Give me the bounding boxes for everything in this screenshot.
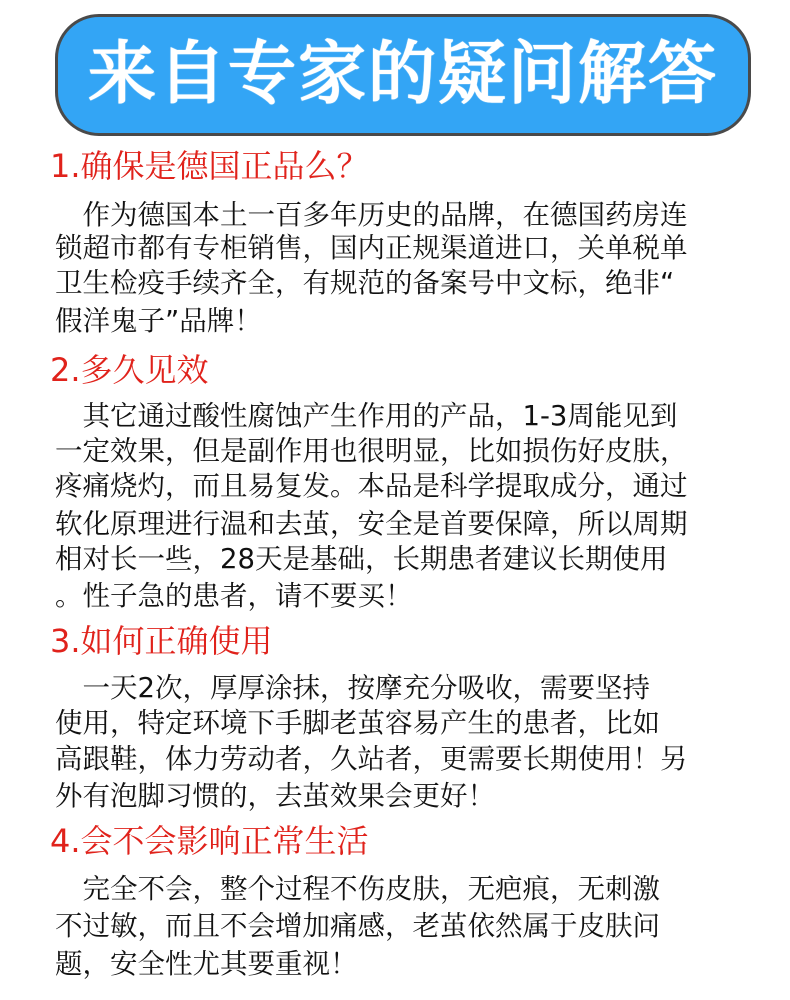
answer-2-line-5: 相对长一些，28天是基础，长期患者建议长期使用 xyxy=(55,543,668,575)
answer-2-line-4: 软化原理进行温和去茧，安全是首要保障，所以周期 xyxy=(55,508,688,540)
title-banner xyxy=(55,14,751,136)
answer-1-line-4: 假洋鬼子”品牌！ xyxy=(55,305,262,337)
answer-2-line-2: 一定效果，但是副作用也很明显，比如损伤好皮肤， xyxy=(55,435,688,467)
answer-2-line-3: 疼痛烧灼，而且易复发。本品是科学提取成分，通过 xyxy=(55,470,688,502)
answer-4-line-1: 完全不会，整个过程不伤皮肤，无疤痕，无刺激 xyxy=(55,873,660,905)
answer-1-line-3: 卫生检疫手续齐全，有规范的备案号中文标，绝非“ xyxy=(55,267,675,299)
question-2-title: 2.多久见效 xyxy=(50,351,209,389)
page-title: 来自专家的疑问解答 xyxy=(87,35,718,114)
question-3-title: 3.如何正确使用 xyxy=(50,622,273,660)
answer-2-line-6: 。性子急的患者，请不要买！ xyxy=(55,580,413,612)
question-4-title: 4.会不会影响正常生活 xyxy=(50,822,369,860)
answer-4-line-3: 题，安全性尤其要重视！ xyxy=(55,948,358,980)
answer-1-line-1: 作为德国本土一百多年历史的品牌，在德国药房连 xyxy=(55,199,688,231)
answer-1-line-2: 锁超市都有专柜销售，国内正规渠道进口，关单税单 xyxy=(55,232,688,264)
answer-4-line-2: 不过敏，而且不会增加痛感，老茧依然属于皮肤问 xyxy=(55,910,660,942)
answer-3-line-2: 使用，特定环境下手脚老茧容易产生的患者，比如 xyxy=(55,707,660,739)
answer-3-line-3: 高跟鞋，体力劳动者，久站者，更需要长期使用！另 xyxy=(55,743,688,775)
answer-2-line-1: 其它通过酸性腐蚀产生作用的产品，1-3周能见到 xyxy=(55,400,678,432)
question-1-title: 1.确保是德国正品么？ xyxy=(50,147,369,185)
answer-3-line-4: 外有泡脚习惯的，去茧效果会更好！ xyxy=(55,780,495,812)
answer-3-line-1: 一天2次，厚厚涂抹，按摩充分吸收，需要坚持 xyxy=(55,672,650,704)
